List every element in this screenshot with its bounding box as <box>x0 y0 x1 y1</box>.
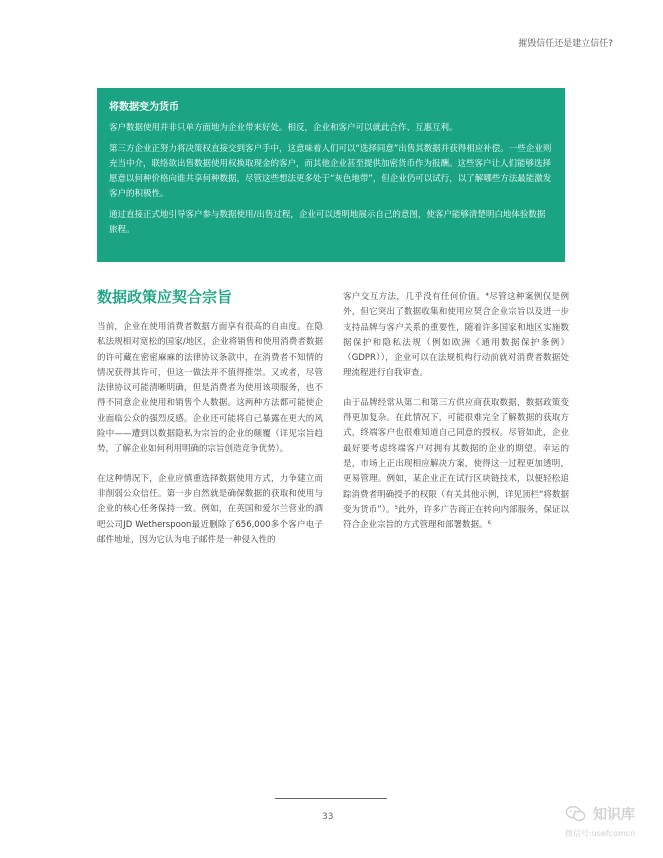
page-number: 33 <box>322 812 334 822</box>
left-column <box>97 320 323 562</box>
callout-paragraph: 通过直接正式地引导客户参与数据使用/出售过程，企业可以透明地展示自己的意图，使客户能够清楚明白地体验数据旅程。 <box>109 210 546 235</box>
watermark-subtitle: 微信号:usefcomcn <box>565 829 636 838</box>
right-column <box>343 290 569 547</box>
callout-box <box>97 88 565 262</box>
watermark-title: 知识库 <box>593 807 635 823</box>
body-paragraph: 在这种情况下，企业应慎重选择数据使用方式，力争建立而非削弱公众信任。第一步自然就是确保数据的获取和使用与企业的核心任务保持一致。例如，在英国和爱尔兰营业的酒吧公司JD Wetherspoon最近删除了656,000多个客户电子邮件地址，因为它认为电子邮件是一种侵入性的 <box>97 473 323 545</box>
body-paragraph: 由于品牌经常从第二和第三方供应商获取数据，数据政策变得更加复杂。在此情况下，可能很难完全了解数据的获取方式，终端客户也很难知道自己同意的授权。尽管如此，企业最好要考虑终端客户对拥有其数据的企业的期望。幸运的是，市场上正出现相应解决方案，使得这一过程更加透明，更易管理。例如，某企业正在试行区块链技术，以便轻松追踪消费者明确授予的权限（有关其他示例，详见顶栏“将数据变为货币”）。⁵此外，许多广告商正在转向内部服务，保证以符合企业宗旨的方式管理和部署数据。⁶ <box>343 397 569 531</box>
wechat-icon <box>565 803 587 825</box>
callout-title: 将数据变为货币 <box>109 102 179 113</box>
running-header: 摧毁信任还是建立信任? <box>518 39 613 49</box>
callout-paragraph: 第三方企业正努力将决策权直接交到客户手中，这意味着人们可以“选择同意”出售其数据并获得相应补偿。一些企业则充当中介，联络欲出售数据使用权换取现金的客户，而其他企业甚至提供加密货币作为报酬。这些客户让人们能够选择愿意以何种价格向谁共享何种数据，尽管这些想法更多处于“灰色地带”，但企业仍可以试行，以了解哪些方法最能激发客户的积极性。 <box>109 144 552 199</box>
body-paragraph: 当前，企业在使用消费者数据方面享有很高的自由度。在隐私法规相对宽松的国家/地区，企业将销售和使用消费者数据的许可藏在密密麻麻的法律协议条款中，在消费者不知情的情况获得其许可，但这一做法并不值得推崇。又或者，尽管法律协议可能清晰明确，但是消费者为使用该项服务，也不得不同意企业使用和销售个人数据。这两种方法都可能使企业面临公众的强烈反感。企业还可能将自己暴露在更大的风险中——遭到以数据隐私为宗旨的企业的颠覆（详见宗旨趋势，了解企业如何利用明确的宗旨创造竞争优势）。 <box>97 322 323 455</box>
callout-paragraph: 客户数据使用并非只单方面地为企业带来好处。相反，企业和客户可以就此合作、互惠互利。 <box>109 123 458 133</box>
watermark <box>565 803 663 839</box>
section-title: 数据政策应契合宗旨 <box>97 288 233 306</box>
footer-divider <box>275 798 387 799</box>
body-paragraph: 客户交互方法，几乎没有任何价值。⁴尽管这种案例仅是例外，但它突出了数据收集和使用应契合企业宗旨以及进一步支持品牌与客户关系的重要性，随着许多国家和地区实施数据保护和隐私法规（例如欧洲《通用数据保护条例》（GDPR）），企业可以在法规机构行动前就对消费者数据处理流程进行自我审查。 <box>343 292 569 379</box>
